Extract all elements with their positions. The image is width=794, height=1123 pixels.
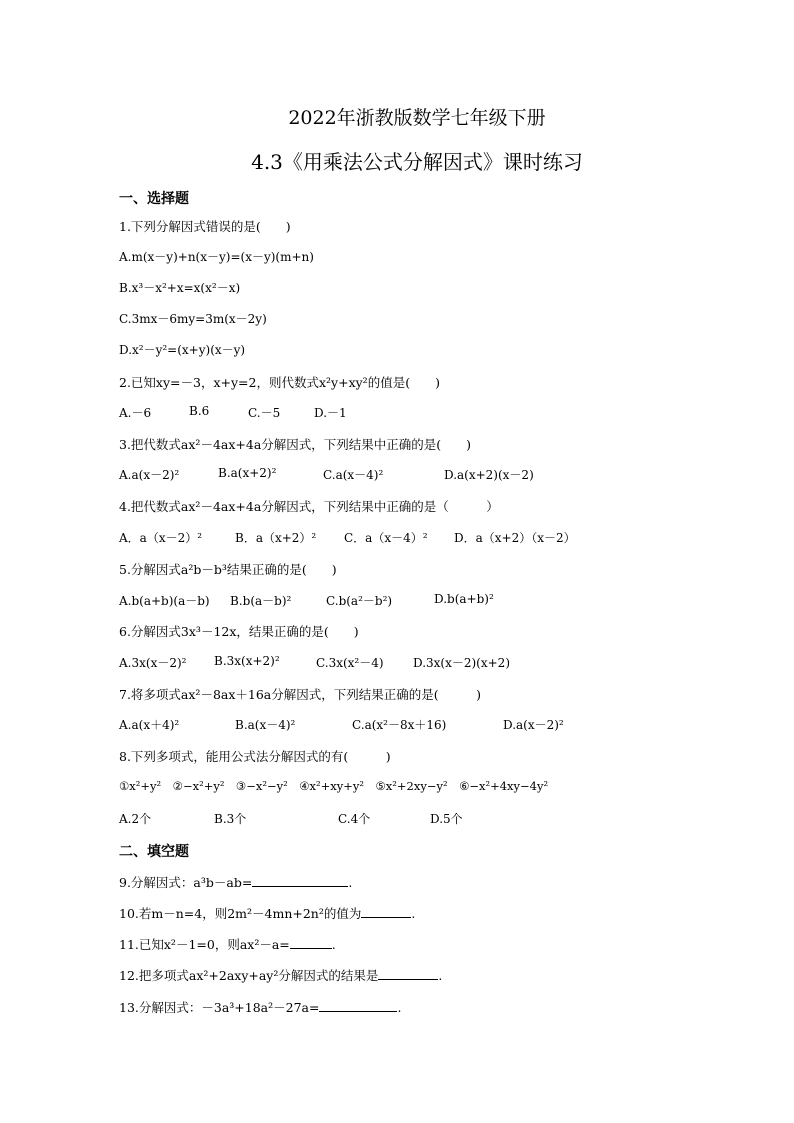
question-6-option-c: C.3x(x²－4) (316, 656, 384, 670)
question-11-period: . (331, 937, 336, 952)
question-1-stem: 1.下列分解因式错误的是( ) (119, 219, 291, 234)
answer-blank-11[interactable] (290, 936, 332, 949)
question-1-option-d: D.x²－y²=(x+y)(x－y) (119, 343, 246, 357)
question-6-option-b: B.3x(x+2)² (214, 654, 280, 668)
question-3-option-a: A.a(x－2)² (119, 468, 180, 482)
question-13-period: . (397, 1000, 402, 1015)
question-3-option-c: C.a(x－4)² (323, 468, 384, 482)
answer-blank-9[interactable] (252, 874, 348, 887)
question-3-option-b: B.a(x+2)² (218, 466, 277, 480)
question-10 (119, 904, 415, 922)
question-7-option-b: B.a(x－4)² (235, 718, 296, 732)
question-5-option-a: A.b(a+b)(a－b) (119, 594, 210, 608)
question-6-option-d: D.3x(x－2)(x+2) (413, 656, 510, 670)
question-8-stem: 8.下列多项式，能用公式法分解因式的有( ) (119, 749, 391, 764)
question-1-option-a: A.m(x－y)+n(x－y)=(x－y)(m+n) (119, 250, 314, 264)
question-9 (119, 873, 352, 891)
question-2-option-b: B.6 (189, 404, 210, 418)
question-7-stem: 7.将多项式ax²－8ax＋16a分解因式，下列结果正确的是( ) (119, 687, 482, 702)
question-5-option-b: B.b(a－b)² (230, 594, 292, 608)
question-4-option-d: D．a（x+2）（x－2） (454, 531, 576, 545)
answer-blank-13[interactable] (319, 999, 397, 1012)
question-5-option-d: D.b(a+b)² (434, 592, 494, 606)
question-8-option-d: D.5个 (430, 812, 463, 826)
question-10-period: . (411, 906, 416, 921)
section-fill-heading: 二、填空题 (119, 844, 189, 860)
question-7-option-a: A.a(x＋4)² (119, 718, 180, 732)
question-5-option-c: C.b(a²－b²) (326, 594, 393, 608)
question-9-period: . (348, 875, 353, 890)
question-2-option-a: A.－6 (119, 406, 152, 420)
question-3-stem: 3.把代数式ax²－4ax+4a分解因式，下列结果中正确的是( ) (119, 437, 472, 452)
question-8-items: ①x²+y² ②−x²+y² ③−x²−y² ④x²+xy+y² ⑤x²+2xy−y² ⑥−x²+4xy−4y² (119, 779, 549, 793)
question-6-stem: 6.分解因式3x³－12x，结果正确的是( ) (119, 624, 359, 639)
question-8-option-a: A.2个 (119, 812, 152, 826)
question-6-option-a: A.3x(x－2)² (119, 656, 187, 670)
question-11 (119, 935, 336, 953)
question-7-option-c: C.a(x²－8x＋16) (352, 718, 447, 732)
question-4-option-b: B．a（x+2）² (235, 531, 317, 545)
document-subtitle: 4.3《用乘法公式分解因式》课时练习 (251, 150, 583, 174)
answer-blank-12[interactable] (378, 967, 438, 980)
question-13 (119, 998, 401, 1016)
question-1-option-b: B.x³－x²+x=x(x²－x) (119, 281, 241, 295)
question-12-period: . (438, 968, 443, 983)
question-11-text: 11.已知x²－1=0，则ax²－a= (119, 937, 290, 952)
question-12 (119, 966, 442, 984)
question-2-option-d: D.－1 (314, 406, 347, 420)
question-10-text: 10.若m－n=4，则2m²－4mn+2n²的值为 (119, 906, 362, 921)
question-2-stem: 2.已知xy=－3，x+y=2，则代数式x²y+xy²的值是( ) (119, 375, 440, 390)
question-4-stem: 4.把代数式ax²－4ax+4a分解因式，下列结果中正确的是（ ） (119, 499, 499, 514)
question-13-text: 13.分解因式：－3a³+18a²－27a= (119, 1000, 320, 1015)
question-2-option-c: C.－5 (248, 406, 281, 420)
question-1-option-c: C.3mx－6my=3m(x－2y) (119, 312, 267, 326)
section-choice-heading: 一、选择题 (119, 191, 189, 207)
question-4-option-a: A．a（x－2）² (119, 531, 203, 545)
question-8-option-b: B.3个 (214, 812, 247, 826)
question-9-text: 9.分解因式：a³b－ab= (119, 875, 253, 890)
question-7-option-d: D.a(x－2)² (503, 718, 564, 732)
question-5-stem: 5.分解因式a²b－b³结果正确的是( ) (119, 562, 337, 577)
question-3-option-d: D.a(x+2)(x－2) (444, 468, 534, 482)
document-title: 2022年浙教版数学七年级下册 (288, 107, 546, 129)
question-4-option-c: C．a（x－4）² (344, 531, 428, 545)
question-8-option-c: C.4个 (338, 812, 371, 826)
question-12-text: 12.把多项式ax²+2axy+ay²分解因式的结果是 (119, 968, 379, 983)
answer-blank-10[interactable] (361, 905, 411, 918)
